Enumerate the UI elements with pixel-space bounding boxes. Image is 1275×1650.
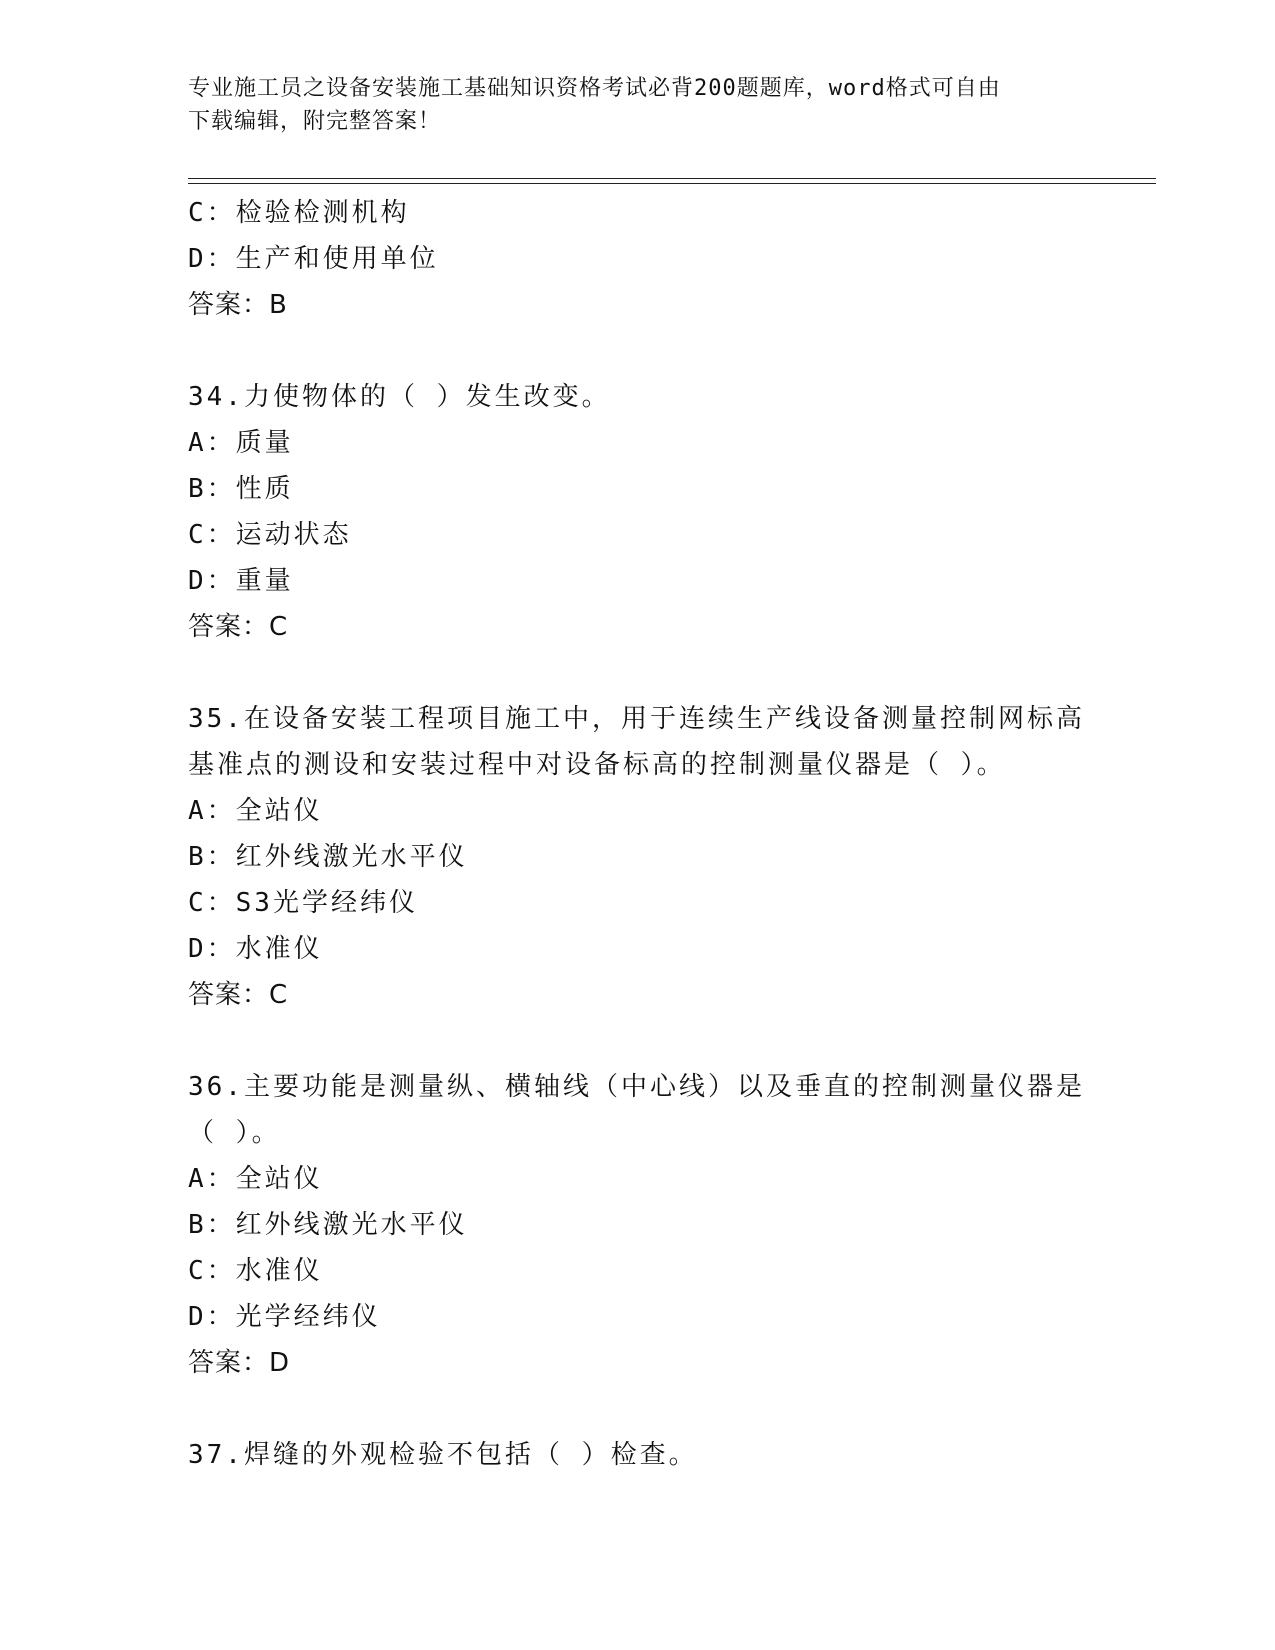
header-rule-bottom xyxy=(188,183,1156,184)
question-block-35 xyxy=(188,696,1088,1018)
question-block-34 xyxy=(188,374,1088,650)
question-stem: 37.焊缝的外观检验不包括（ ）检查。 xyxy=(188,1440,698,1470)
answer-line: 答案：D xyxy=(188,1348,291,1378)
option-d: D：重量 xyxy=(188,566,294,596)
header-line-1: 专业施工员之设备安装施工基础知识资格考试必背200题题库，word格式可自由 xyxy=(188,76,1001,101)
option-d: D：光学经纬仪 xyxy=(188,1302,381,1332)
question-stem: 34.力使物体的（ ）发生改变。 xyxy=(188,382,611,412)
header-line-2: 下载编辑，附完整答案！ xyxy=(188,109,442,134)
question-stem-line-1: 36.主要功能是测量纵、横轴线（中心线）以及垂直的控制测量仪器是 xyxy=(188,1072,1085,1102)
question-stem-line-1: 35.在设备安装工程项目施工中，用于连续生产线设备测量控制网标高 xyxy=(188,704,1085,734)
option-a: A：全站仪 xyxy=(188,796,323,826)
question-block-36 xyxy=(188,1064,1088,1386)
header-rule-top xyxy=(188,178,1156,179)
option-a: A：质量 xyxy=(188,428,294,458)
option-b: B：性质 xyxy=(188,474,294,504)
option-d: D：水准仪 xyxy=(188,934,323,964)
option-c: C：水准仪 xyxy=(188,1256,323,1286)
spacer xyxy=(188,650,1088,696)
spacer xyxy=(188,328,1088,374)
option-b: B：红外线激光水平仪 xyxy=(188,1210,468,1240)
answer-line: 答案：B xyxy=(188,290,288,320)
question-block-33 xyxy=(188,190,1088,328)
option-a: A：全站仪 xyxy=(188,1164,323,1194)
option-d: D：生产和使用单位 xyxy=(188,244,439,274)
option-c: C：S3光学经纬仪 xyxy=(188,888,418,918)
option-c: C：运动状态 xyxy=(188,520,352,550)
spacer xyxy=(188,1386,1088,1432)
answer-line: 答案：C xyxy=(188,980,289,1010)
answer-line: 答案：C xyxy=(188,612,289,642)
question-list xyxy=(188,190,1088,1478)
option-b: B：红外线激光水平仪 xyxy=(188,842,468,872)
document-header xyxy=(188,72,1088,138)
option-c: C：检验检测机构 xyxy=(188,198,410,228)
spacer xyxy=(188,1018,1088,1064)
question-block-37 xyxy=(188,1432,1088,1478)
question-stem-line-2: （ ）。 xyxy=(188,1118,281,1148)
question-stem-line-2: 基准点的测设和安装过程中对设备标高的控制测量仪器是（ ）。 xyxy=(188,750,1006,780)
